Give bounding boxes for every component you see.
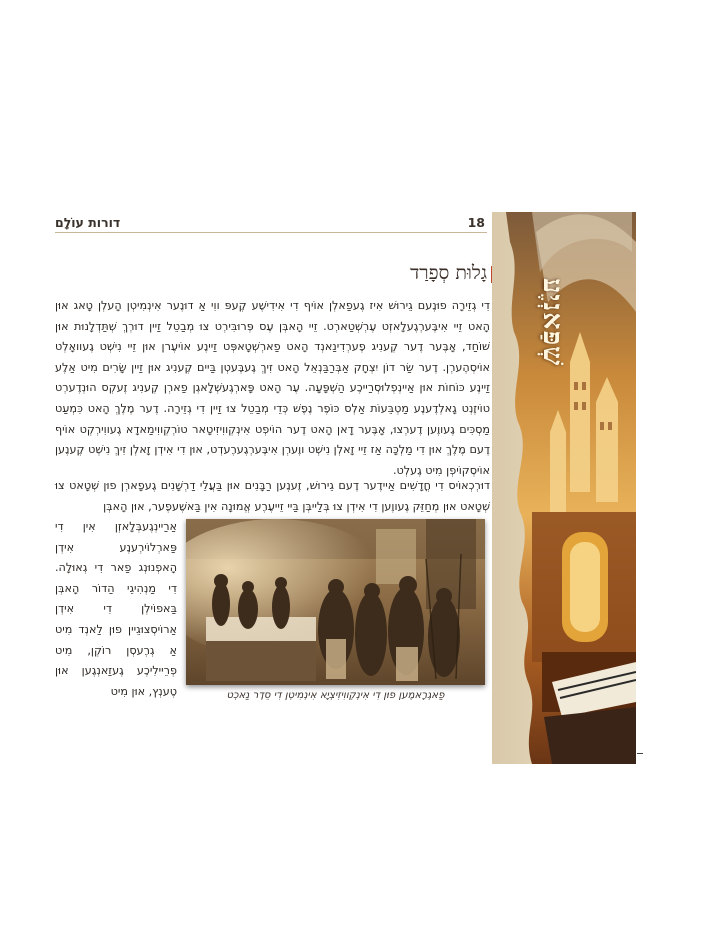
illustration-image <box>186 519 485 685</box>
page-header <box>55 214 487 233</box>
section-title: גָלוּת סְפָרַד <box>410 262 487 284</box>
body-paragraph-2: דוּרְכְאוֹיס דִי חֳדָשִׁים אַיידֶער דֶעם גֵירוּשׁ, זֶענֶען רַבָּנִים אוּן בַּעֲלֵי דַרְשָׁנִים גֶעפָארְן פוּן שְׁטָאט צוּ שְׁטָאט אוּן מְחַזֵּק גֶעווֶען דִי אִידְן צוּ בְּלַייבְּן בַּיי זֵייעֶרֶע אֱמוּנָה אִין בַּאשֶׁעפֶער, אוּן הָאבְּן <box>55 479 490 513</box>
body-paragraph-3: אַרַיינְגֶעבְּלָאזְן אִין דִי פַּארְלוֹירְענֶע אִידְן הָאפְנוּנְג פַאר דִי גְאוּלָה. דִי מַנְהִיגֵי הַדוֹר הָאבְּן בַּאפוֹילְן דִי אִידְן אַרוֹיסְצוּגֵיין פוּן לַאנְד מִיט אַ גְרֶעסְן רוֹקְן, מִיט פְרֵיילִיכֶע גֶעזַאנְגֶען אוּן טֶענְץ, אוּן מִיט <box>55 520 177 698</box>
figure-caption: פַאגְרָאמֶען פוּן דִי אִינְקְווִיזִיצְיָא אִינְמִיטְן דִי סֵדֶר נַאכְט <box>226 690 445 701</box>
crop-mark <box>637 753 643 754</box>
page-number: 18 <box>467 215 485 230</box>
running-header-title: דורות עוֹלָם <box>55 215 121 230</box>
body-paragraph-1: דִי גְזֵירָה פוּנֶעם גֵירוּשׁ אִיז גֶעפַאלְן אוֹיף דִי אִידִישֶׁע קֶעפּ ווִי אַ דוּנֶער אִינְמִיטְן הָעלְן טָאג אוּן הָאט זֵיי אִיבֶּערְגֶעלָאזְט עֶרְשְׁטַארְט. זֵיי הָאבְּן עֶס פְּרוּבִּירְט צוּ מְבַטֵל זַיין דוּרְךְ שְׁתַּדְלָנוּת אוּן שׁוֹחַד, אָבֶּער דֶער קֶענִיג פֶערְדִינַאנְד הָאט פַארְשְׁטָאפְּט זַיינֶע אוֹיעֶרן אוּן זֵיי נִישְׁט גֶעוואָלְט אוֹיסְהֶערְן. דֶער שַׂר דוֹן יִצְחָק אַבְּרַבַּנְאֵל הָאט זִיךְ גֶעבֶּעטְן בַּיים קֶענִיג אוּן זַיין שָׂרִים מִיט אַלֶע זַיינֶע כּוֹחוֹת אוּן אַיינְפְלוּסְרַייכֶע הַשְׁפָּעָה. עֶר הָאט פָּארְגֶעשְׁלָאגְן פַארְן קֶענִיג זֶעקְס הוּנְדֶערְט טוֹיזֶנְט גָאלְדֶענֶע מַטְבֵּעוֹת אַלְס כּוֹפֶר נֶפֶשׁ כְּדֵי מְבַטֵל צוּ זַיין דִי גְזֵירָה. דֶער מֶלֶךְ הָאט כִּמְעַט מַסְכִּים גֶעווֶען דֶערְצוּ, אָבֶּער דָאן הָאט דֶער הוֹיפְט אִינְקְווִיזִיטָאר טוֹרְקְווִימַאדָא גֶעווִירְקְט אוֹיף דֶעם מֶלֶךְ אוּן דִי מַלְכָּה אַז זֵיי זָאלְן נִישְׁט ווֶערְן אִיבֶּערְגֶערֶעדְט, אוּן דִי אִידְן זָאלְן זִיךְ נִישְׁט קֶענֶען אוֹיסְקוֹיפְן מִיט גֶעלְט. <box>55 299 490 477</box>
side-banner-label: שְׁפַּאנְיֶע <box>537 278 568 367</box>
